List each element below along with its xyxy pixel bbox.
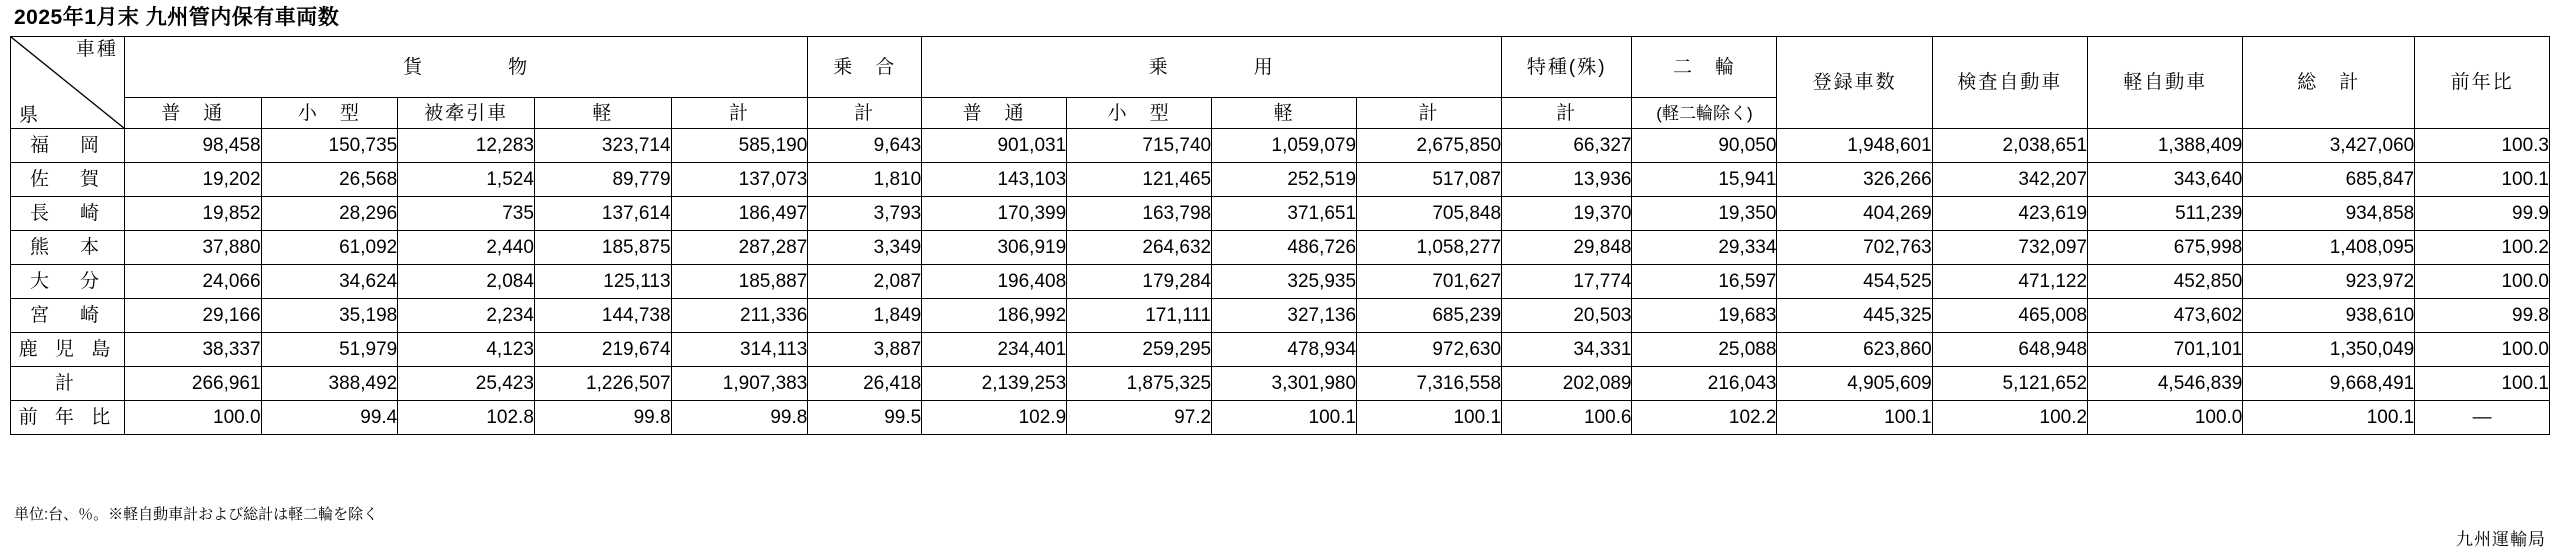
cell: 234,401 — [922, 333, 1067, 367]
cell: 972,630 — [1357, 333, 1502, 367]
corner-vehicle-label: 車種 — [75, 39, 118, 60]
cell: 100.3 — [2415, 129, 2550, 163]
table-row-yoy — [11, 401, 2550, 435]
row-label: 福 岡 — [11, 129, 125, 163]
row-label: 大 分 — [11, 265, 125, 299]
cell: 97.2 — [1067, 401, 1212, 435]
cell: 26,418 — [808, 367, 922, 401]
cell: 3,349 — [808, 231, 922, 265]
cell: 701,627 — [1357, 265, 1502, 299]
corner-cell — [11, 37, 125, 129]
cell: 19,852 — [124, 197, 261, 231]
table-header-row-1 — [11, 37, 2550, 98]
cell: 4,123 — [398, 333, 535, 367]
cell: 211,336 — [671, 299, 808, 333]
cell: 1,810 — [808, 163, 922, 197]
cell: 266,961 — [124, 367, 261, 401]
cell: 478,934 — [1212, 333, 1357, 367]
cell: 34,624 — [261, 265, 398, 299]
cell: 196,408 — [922, 265, 1067, 299]
header-freight-total: 計 — [671, 98, 808, 129]
cell: 2,234 — [398, 299, 535, 333]
header-group-bus: 乗 合 — [808, 37, 922, 98]
cell: 121,465 — [1067, 163, 1212, 197]
header-freight-futsu: 普 通 — [124, 98, 261, 129]
row-label: 鹿 児 島 — [11, 333, 125, 367]
cell: 4,905,609 — [1777, 367, 1932, 401]
cell: 143,103 — [922, 163, 1067, 197]
cell: 454,525 — [1777, 265, 1932, 299]
row-label: 前 年 比 — [11, 401, 125, 435]
cell: 26,568 — [261, 163, 398, 197]
cell: 3,301,980 — [1212, 367, 1357, 401]
cell: 16,597 — [1632, 265, 1777, 299]
cell: 125,113 — [534, 265, 671, 299]
row-label: 熊 本 — [11, 231, 125, 265]
cell: 19,683 — [1632, 299, 1777, 333]
cell: 701,101 — [2088, 333, 2243, 367]
cell: 100.0 — [2415, 333, 2550, 367]
cell: 98,458 — [124, 129, 261, 163]
cell: 1,408,095 — [2243, 231, 2415, 265]
cell: 5,121,652 — [1932, 367, 2087, 401]
cell: — — [2415, 401, 2550, 435]
cell: 343,640 — [2088, 163, 2243, 197]
cell: 471,122 — [1932, 265, 2087, 299]
header-group-passenger: 乗 用 — [922, 37, 1502, 98]
cell: 20,503 — [1502, 299, 1632, 333]
cell: 25,088 — [1632, 333, 1777, 367]
cell: 186,992 — [922, 299, 1067, 333]
row-label: 宮 崎 — [11, 299, 125, 333]
cell: 702,763 — [1777, 231, 1932, 265]
cell: 29,848 — [1502, 231, 1632, 265]
cell: 2,139,253 — [922, 367, 1067, 401]
cell: 102.8 — [398, 401, 535, 435]
cell: 934,858 — [2243, 197, 2415, 231]
table-row — [11, 163, 2550, 197]
header-group-special: 特種(殊) — [1502, 37, 1632, 98]
cell: 100.0 — [2088, 401, 2243, 435]
cell: 1,948,601 — [1777, 129, 1932, 163]
table-row — [11, 333, 2550, 367]
page-title: 2025年1月末 九州管内保有車両数 — [14, 6, 340, 29]
cell: 61,092 — [261, 231, 398, 265]
cell: 144,738 — [534, 299, 671, 333]
cell: 287,287 — [671, 231, 808, 265]
header-inspected-vehicles: 検査自動車 — [1932, 37, 2087, 129]
cell: 170,399 — [922, 197, 1067, 231]
cell: 99.8 — [2415, 299, 2550, 333]
cell: 306,919 — [922, 231, 1067, 265]
cell: 2,675,850 — [1357, 129, 1502, 163]
cell: 219,674 — [534, 333, 671, 367]
cell: 1,388,409 — [2088, 129, 2243, 163]
vehicle-count-table — [10, 36, 2550, 435]
cell: 3,793 — [808, 197, 922, 231]
cell: 473,602 — [2088, 299, 2243, 333]
cell: 252,519 — [1212, 163, 1357, 197]
cell: 13,936 — [1502, 163, 1632, 197]
cell: 100.2 — [2415, 231, 2550, 265]
cell: 19,350 — [1632, 197, 1777, 231]
cell: 12,283 — [398, 129, 535, 163]
header-kei-vehicles: 軽自動車 — [2088, 37, 2243, 129]
cell: 1,907,383 — [671, 367, 808, 401]
header-twowheel-note: (軽二輪除く) — [1632, 98, 1777, 129]
cell: 3,887 — [808, 333, 922, 367]
cell: 37,880 — [124, 231, 261, 265]
cell: 25,423 — [398, 367, 535, 401]
cell: 99.9 — [2415, 197, 2550, 231]
cell: 19,202 — [124, 163, 261, 197]
cell: 1,059,079 — [1212, 129, 1357, 163]
header-bus-total: 計 — [808, 98, 922, 129]
cell: 486,726 — [1212, 231, 1357, 265]
cell: 3,427,060 — [2243, 129, 2415, 163]
header-group-twowheel: 二 輪 — [1632, 37, 1777, 98]
cell: 100.1 — [1777, 401, 1932, 435]
header-freight-kei: 軽 — [534, 98, 671, 129]
cell: 100.1 — [2415, 163, 2550, 197]
cell: 404,269 — [1777, 197, 1932, 231]
cell: 371,651 — [1212, 197, 1357, 231]
cell: 901,031 — [922, 129, 1067, 163]
cell: 100.0 — [124, 401, 261, 435]
header-passenger-futsu: 普 通 — [922, 98, 1067, 129]
cell: 100.1 — [2243, 401, 2415, 435]
cell: 15,941 — [1632, 163, 1777, 197]
cell: 185,875 — [534, 231, 671, 265]
cell: 1,875,325 — [1067, 367, 1212, 401]
cell: 452,850 — [2088, 265, 2243, 299]
cell: 675,998 — [2088, 231, 2243, 265]
cell: 100.0 — [2415, 265, 2550, 299]
cell: 9,668,491 — [2243, 367, 2415, 401]
cell: 35,198 — [261, 299, 398, 333]
cell: 185,887 — [671, 265, 808, 299]
cell: 1,058,277 — [1357, 231, 1502, 265]
cell: 29,334 — [1632, 231, 1777, 265]
cell: 325,935 — [1212, 265, 1357, 299]
cell: 99.5 — [808, 401, 922, 435]
cell: 511,239 — [2088, 197, 2243, 231]
cell: 100.6 — [1502, 401, 1632, 435]
cell: 938,610 — [2243, 299, 2415, 333]
cell: 202,089 — [1502, 367, 1632, 401]
corner-pref-label: 県 — [19, 105, 39, 126]
header-registered-vehicles: 登録車数 — [1777, 37, 1932, 129]
cell: 1,226,507 — [534, 367, 671, 401]
cell: 323,714 — [534, 129, 671, 163]
cell: 100.1 — [1212, 401, 1357, 435]
cell: 17,774 — [1502, 265, 1632, 299]
cell: 102.2 — [1632, 401, 1777, 435]
cell: 2,440 — [398, 231, 535, 265]
header-passenger-kei: 軽 — [1212, 98, 1357, 129]
cell: 685,847 — [2243, 163, 2415, 197]
row-label: 長 崎 — [11, 197, 125, 231]
cell: 517,087 — [1357, 163, 1502, 197]
cell: 2,087 — [808, 265, 922, 299]
cell: 89,779 — [534, 163, 671, 197]
cell: 445,325 — [1777, 299, 1932, 333]
cell: 28,296 — [261, 197, 398, 231]
cell: 100.1 — [2415, 367, 2550, 401]
cell: 705,848 — [1357, 197, 1502, 231]
cell: 2,084 — [398, 265, 535, 299]
cell: 100.1 — [1357, 401, 1502, 435]
cell: 99.4 — [261, 401, 398, 435]
cell: 102.9 — [922, 401, 1067, 435]
cell: 179,284 — [1067, 265, 1212, 299]
cell: 163,798 — [1067, 197, 1212, 231]
cell: 66,327 — [1502, 129, 1632, 163]
cell: 51,979 — [261, 333, 398, 367]
cell: 264,632 — [1067, 231, 1212, 265]
header-freight-kogata: 小 型 — [261, 98, 398, 129]
cell: 2,038,651 — [1932, 129, 2087, 163]
cell: 923,972 — [2243, 265, 2415, 299]
header-group-freight: 貨 物 — [124, 37, 807, 98]
table-row-total — [11, 367, 2550, 401]
cell: 34,331 — [1502, 333, 1632, 367]
cell: 9,643 — [808, 129, 922, 163]
cell: 715,740 — [1067, 129, 1212, 163]
cell: 327,136 — [1212, 299, 1357, 333]
cell: 1,849 — [808, 299, 922, 333]
cell: 100.2 — [1932, 401, 2087, 435]
row-label: 計 — [11, 367, 125, 401]
header-grand-total: 総 計 — [2243, 37, 2415, 129]
cell: 648,948 — [1932, 333, 2087, 367]
cell: 137,614 — [534, 197, 671, 231]
cell: 342,207 — [1932, 163, 2087, 197]
table-row — [11, 197, 2550, 231]
cell: 259,295 — [1067, 333, 1212, 367]
footnote: 単位:台、％。※軽自動車計および総計は軽二輪を除く — [14, 506, 379, 523]
cell: 24,066 — [124, 265, 261, 299]
cell: 137,073 — [671, 163, 808, 197]
cell: 29,166 — [124, 299, 261, 333]
cell: 423,619 — [1932, 197, 2087, 231]
header-freight-trailer: 被牽引車 — [398, 98, 535, 129]
header-yoy: 前年比 — [2415, 37, 2550, 129]
cell: 99.8 — [671, 401, 808, 435]
cell: 623,860 — [1777, 333, 1932, 367]
cell: 186,497 — [671, 197, 808, 231]
header-passenger-kogata: 小 型 — [1067, 98, 1212, 129]
table-row — [11, 231, 2550, 265]
cell: 465,008 — [1932, 299, 2087, 333]
cell: 732,097 — [1932, 231, 2087, 265]
cell: 38,337 — [124, 333, 261, 367]
table-row — [11, 265, 2550, 299]
table-row — [11, 129, 2550, 163]
header-special-total: 計 — [1502, 98, 1632, 129]
cell: 150,735 — [261, 129, 398, 163]
cell: 735 — [398, 197, 535, 231]
cell: 585,190 — [671, 129, 808, 163]
cell: 99.8 — [534, 401, 671, 435]
issuer-label: 九州運輸局 — [2456, 530, 2546, 549]
row-label: 佐 賀 — [11, 163, 125, 197]
table-body — [11, 129, 2550, 435]
cell: 90,050 — [1632, 129, 1777, 163]
cell: 388,492 — [261, 367, 398, 401]
header-passenger-total: 計 — [1357, 98, 1502, 129]
table-row — [11, 299, 2550, 333]
cell: 7,316,558 — [1357, 367, 1502, 401]
cell: 314,113 — [671, 333, 808, 367]
cell: 19,370 — [1502, 197, 1632, 231]
cell: 4,546,839 — [2088, 367, 2243, 401]
cell: 326,266 — [1777, 163, 1932, 197]
cell: 216,043 — [1632, 367, 1777, 401]
cell: 171,111 — [1067, 299, 1212, 333]
cell: 1,350,049 — [2243, 333, 2415, 367]
cell: 1,524 — [398, 163, 535, 197]
cell: 685,239 — [1357, 299, 1502, 333]
